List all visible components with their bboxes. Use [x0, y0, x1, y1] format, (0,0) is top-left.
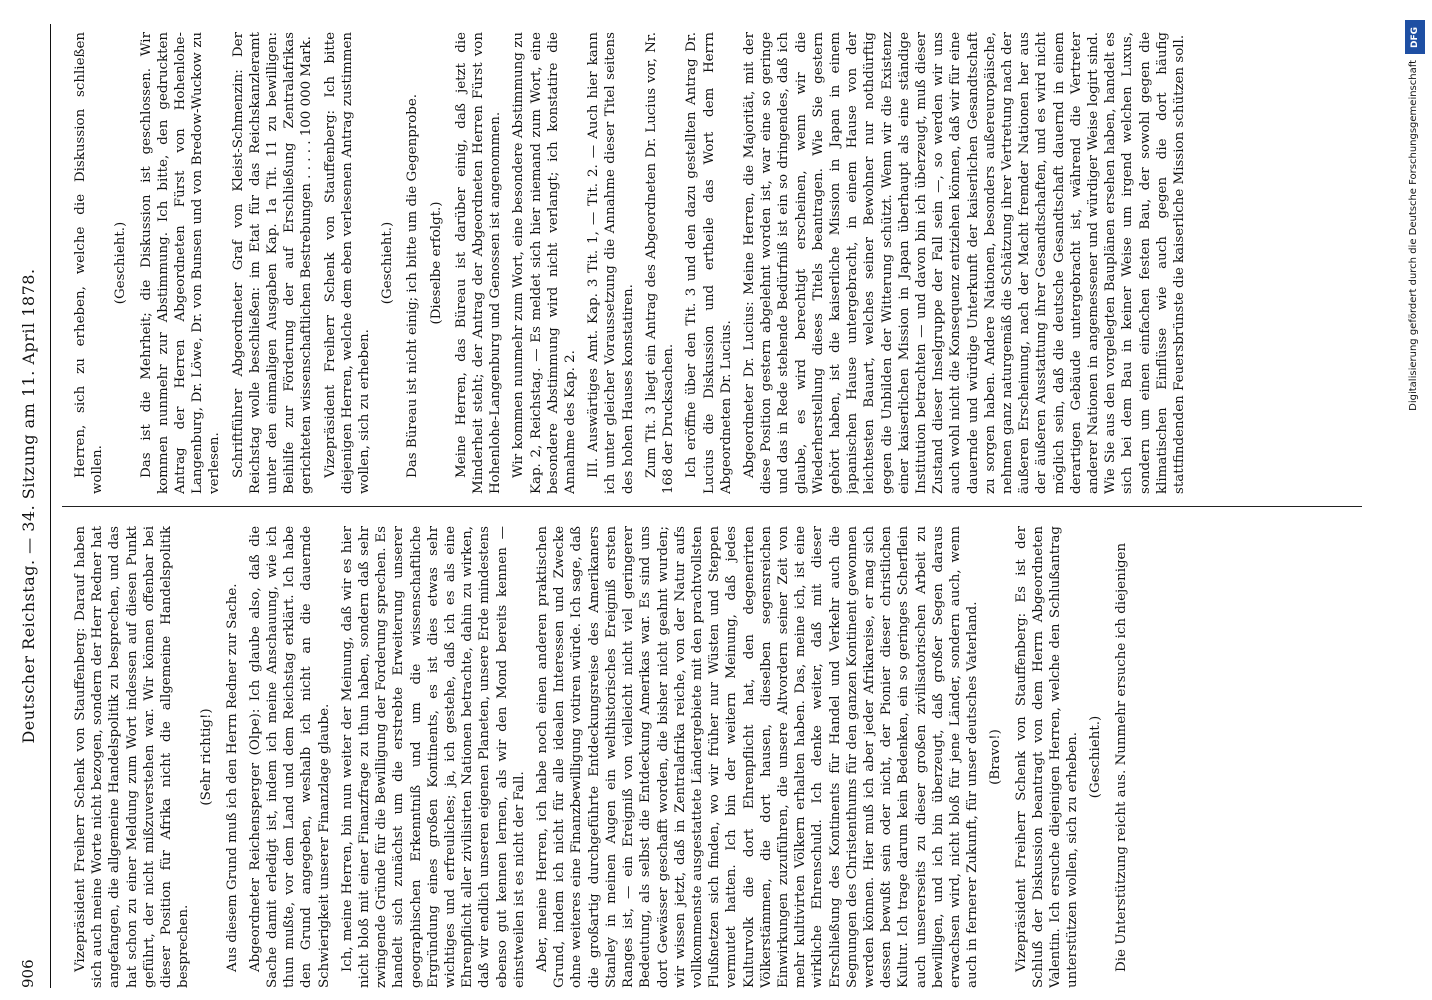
paragraph: Zum Tit. 3 liegt ein Antrag des Abgeordneten Dr. Lucius vor, Nr. 168 der Drucksachen. — [643, 32, 677, 494]
paragraph: Abgeordneter Dr. Lucius: Meine Herren, die Majorität, mit der diese Position gestern abgelehnt worden ist, war eine so geringe und das in Rede stehende Bedürfniß ist ein so dringendes, daß ich glaube, es wird berechtigt erscheinen, wenn wir die Wiederherstellung dieses Titels beantragen. Wie Sie gestern gehört haben, ist die kaiserliche Mission in Japan in einem japanischen Hause untergebracht, in einem Hause von der leichtesten Bauart, welches seiner Bewohner nur nothdürftig gegen die Unbilden der Witterung schützt. Wenn wir die Existenz einer kaiserlichen Mission in Japan überhaupt als eine ständige Institution betrachten — und davon bin ich überzeugt, muß dieser Zustand dieser Inselgruppe der Fall sein —, so werden wir uns auch wohl nicht die Konsequenz entziehen können, daß wir für eine dauernde und würdige Unterkunft der kaiserlichen Gesandtschaft zu sorgen haben. Andere Nationen, besonders außereuropäische, nehmen ganz naturgemäß die Schätzung ihrer Vertretung nach der äußeren Erscheinung, nach der Macht fremder Nationen her aus der äußeren Ausstattung ihrer Gesandtschaften, und es wird nicht möglich sein, daß die deutsche Gesandtschaft dauernd in einem derartigen Gebäude untergebracht ist, während die Vertreter anderer Nationen in angemessener und würdiger Weise logirt sind. Wie Sie aus den vorgelegten Bauplänen ersehen haben, handelt es sich bei dem Bau in keiner Weise um irgend welchen Luxus, sondern um einen einfachen festen Bau, der sowohl gegen die klimatischen Einflüsse wie auch gegen die dort häufig stattfindenden Feuersbrünste die kaiserliche Mission schützen soll. — [741, 32, 1187, 494]
right-column — [72, 32, 1352, 494]
dfg-logo-text: DFG — [1410, 26, 1420, 48]
paragraph: Vizepräsident Freiherr Schenk von Stauffenberg: Es ist der Schluß der Diskussion beantragt von dem Herrn Abgeordneten Valentin. Ich ersuche diejenigen Herren, welche den Schlußantrag unterstützen wollen, sich zu erheben. — [1013, 526, 1081, 988]
paragraph: Wir kommen nunmehr zum Wort, eine besondere Abstimmung zu Kap. 2, Reichstag. — Es meldet sich hier niemand zum Wort, eine besondere Abstimmung wird nicht verlangt; ich konstatire die Annahme des Kap. 2. — [511, 32, 579, 494]
paragraph: Aus diesem Grund muß ich den Herrn Redner zur Sache. — [224, 583, 240, 972]
stage-direction: (Geschieht.) — [380, 221, 396, 305]
paragraph: Vizepräsident Freiherr Schenk von Stauffenberg: Darauf haben sich auch meine Worte nicht bezogen, sondern der Herr Redner hat angefangen, die allgemeine Handelspolitik zu besprechen, und das hat schon zu einer Meldung zum Wort indessen auf diesen Punkt geführt, der nicht mißzuverstehen war. Wir können offenbar bei dieser Position für Afrika nicht die allgemeine Handelspolitik besprechen. — [73, 526, 192, 988]
dfg-logo — [1405, 20, 1425, 54]
header-rule — [50, 24, 51, 988]
paragraph: Das ist die Mehrheit; die Diskussion ist geschlossen. Wir kommen nunmehr zur Abstimmung. Ich bitte, den gedruckten Antrag der Herren Abgeordneten Fürst von Hohenlohe-Langenburg, Dr. Löwe, Dr. von Bunsen und von Bredow-Wuckow zu verlesen. — [138, 32, 223, 494]
paragraph: III. Auswärtiges Amt. Kap. 3 Tit. 1, — Tit. 2. — Auch hier kann ich unter gleicher Voraussetzung die Annahme dieser Titel seitens des hohen Hauses konstatiren. — [586, 32, 636, 494]
digitization-credit: Digitalisierung gefördert durch die Deutsche Forschungsgemeinschaft — [1408, 60, 1419, 411]
paragraph: Ich eröffne über den Tit. 3 und den dazu gestellten Antrag Dr. Lucius die Diskussion und ertheile das Wort dem Herrn Abgeordneten Dr. Lucius. — [684, 32, 734, 494]
digitization-sidebar — [1402, 12, 1432, 988]
column-divider — [62, 506, 1362, 507]
paragraph: Die Unterstützung reicht aus. Nunmehr ersuche ich diejenigen — [1113, 542, 1129, 972]
stage-direction: (Geschieht.) — [1088, 715, 1104, 799]
stage-direction: (Bravo!) — [988, 729, 1004, 785]
page-header — [0, 24, 62, 988]
paragraph: Meine Herren, das Büreau ist darüber einig, daß jetzt die Minderheit steht; der Antrag der Abgeordneten Herren Fürst von Hohenlohe-Langenburg und Genossen ist angenommen. — [453, 32, 504, 494]
stage-direction: (Geschieht.) — [113, 221, 129, 305]
page-number: 906 — [19, 959, 37, 988]
stage-direction: (Sehr richtig!) — [199, 708, 215, 806]
paragraph: Schriftführer Abgeordneter Graf von Kleist-Schmenzin: Der Reichstag wolle beschließen: im Etat für das Reichskanzleramt unter den einmaligen Ausgaben Kap. 1a Tit. 11 zu bewilligen: Beihilfe zur Förderung der auf Erschließung Zentralafrikas gerichteten wissenschaftlichen Bestrebungen . . . . . 100 000 Mark. — [230, 32, 315, 494]
paragraph: Das Büreau ist nicht einig; ich bitte um die Gegenprobe. — [405, 93, 421, 478]
paragraph: Aber, meine Herren, ich habe noch einen anderen praktischen Grund, indem ich nicht für alle idealen Interessen und Zwecke ohne weiteres eine Finanzbewilligung votiren würde. Ich sage, daß die großartig durchgeführte Entdeckungsreise des Amerikaners Stanley in meinen Augen ein welthistorisches Ereigniß ersten Ranges ist, — ein Ereigniß von vielleicht nicht viel geringerer Bedeutung, als selbst die Entdeckung Amerikas war. Es sind uns dort Gewässer geschafft worden, die bisher nicht geahnt wurden; wir wissen jetzt, daß in Zentralafrika reiche, von der Natur aufs vollkommenste ausgestattete Ländergebiete mit den prachtvollsten Flußnetzen sich finden, wo wir früher nur Wüsten und Steppen vermutet hatten. Ich bin der weitern Meinung, daß jedes Kulturvolk die dort Ehrenpflicht hat, den degenerirten Völkerstämmen, die dort hausen, dieselben segensreichen Einwirkungen zuzuführen, die unsere Altvordern seiner Zeit von mehr kultivirten Völkern erhalten haben. Das, meine ich, ist eine wirkliche Ehrenschuld. Ich denke weiter, daß mit dieser Erschließung des Kontinents für Handel und Verkehr auch die Segnungen des Christenthums für den ganzen Kontinent gewonnen werden können. Hier muß ich aber jeder Afrikareise, er mag sich dessen bewußt sein oder nicht, der Pionier dieser christlichen Kultur. Ich trage darum kein Bedenken, ein so geringes Scherflein auch unsererseits zu dieser großen zivilisatorischen Arbeit zu bewilligen, und ich bin überzeugt, daß großer Segen daraus erwachsen wird, nicht bloß für jene Länder, sondern auch, wenn auch in fernerer Zukunft, für unser deutsches Vaterland. — [535, 526, 981, 988]
page-title: Deutscher Reichstag. — 34. Sitzung am 11. April 1878. — [19, 268, 38, 744]
paragraph: Herren, sich zu erheben, welche die Diskussion schließen wollen. — [73, 32, 106, 494]
paragraph: Vizepräsident Freiherr Schenk von Stauffenberg: Ich bitte diejenigen Herren, welche dem eben verlesenen Antrag zustimmen wollen, sich zu erheben. — [322, 32, 373, 494]
stage-direction: (Dieselbe erfolgt.) — [428, 201, 444, 325]
left-column — [72, 526, 1352, 988]
paragraph: Abgeordneter Reichensperger (Olpe): Ich glaube also, daß die Sache damit erledigt ist, indem ich meine Anschauung, wie ich thun mußte, vor dem Land und dem Reichstag erklärt. Ich habe den Grund angegeben, weshalb ich nicht an die dauernde Schwierigkeit unserer Finanzlage glaube. — [247, 526, 332, 988]
paragraph: Ich, meine Herren, bin nun weiter der Meinung, daß wir es hier nicht bloß mit einer Finanzfrage zu thun haben, sondern daß sehr zwingende Gründe für die Bewilligung der Forderung sprechen. Es handelt sich zunächst um die erstrebte Erweiterung unserer geographischen Erkenntniß und um die wissenschaftliche Ergründung eines großen Kontinents, es ist dies etwas sehr wichtiges und erfreuliches; ja, ich gestehe, daß ich es als eine Ehrenpflicht aller zivilisirten Nationen betrachte, dahin zu wirken, daß wir endlich unseren eigenen Planeten, unsere Erde mindestens ebenso gut kennen lernen, als wir den Mond bereits kennen — einstweilen ist es nicht der Fall. — [339, 526, 527, 988]
